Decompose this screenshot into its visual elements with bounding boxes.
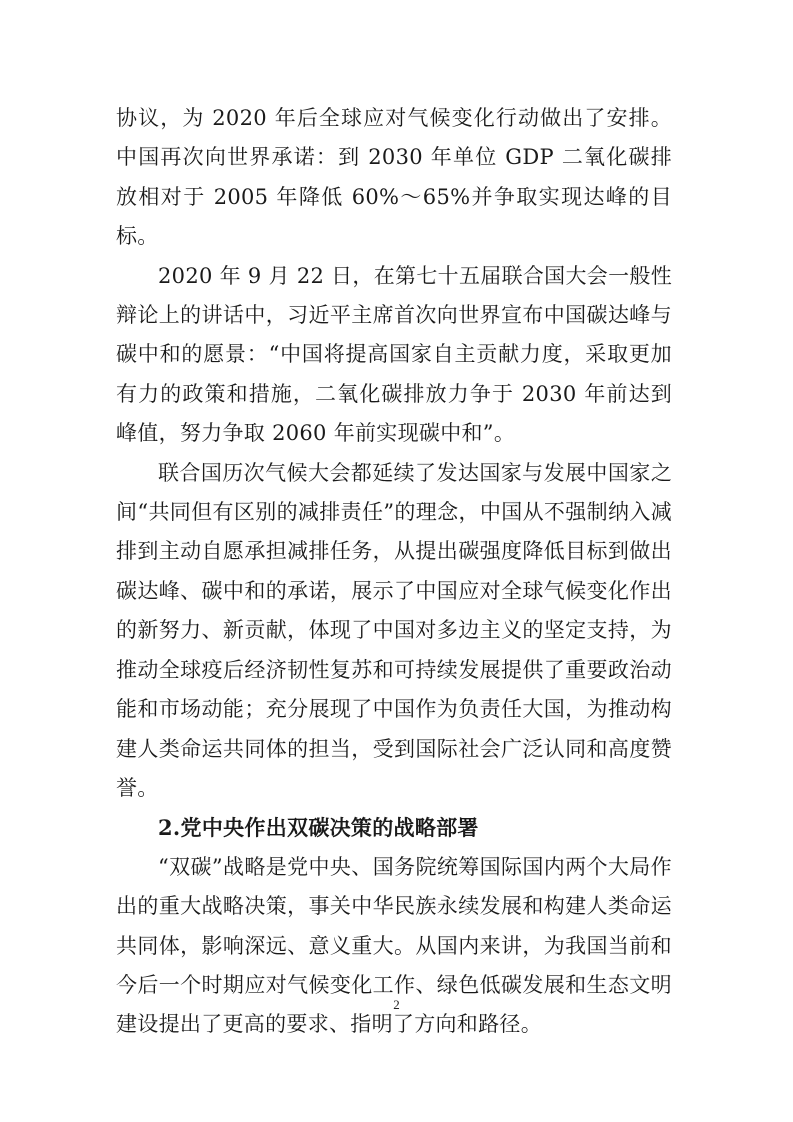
document-body: [116, 99, 672, 1045]
paragraph-4: “双碳”战略是党中央、国务院统筹国际国内两个大局作出的重大战略决策，事关中华民族永续发展和构建人类命运共同体，影响深远、意义重大。从国内来讲，为我国当前和今后一个时期应对气候变化工作、绿色低碳发展和生态文明建设提出了更高的要求、指明了方向和路径。: [116, 854, 672, 1037]
paragraph-2: 2020 年 9 月 22 日，在第七十五届联合国大会一般性辩论上的讲话中，习近平主席首次向世界宣布中国碳达峰与碳中和的愿景：“中国将提高国家自主贡献力度，采取更加有力的政策和措施，二氧化碳排放力争于 2030 年前达到峰值，努力争取 2060 年前实现碳中和”。: [116, 263, 672, 446]
page-number: 2: [393, 997, 400, 1012]
section-heading: 2.党中央作出双碳决策的战略部署: [158, 815, 479, 841]
paragraph-3: 联合国历次气候大会都延续了发达国家与发展中国家之间“共同但有区别的减排责任”的理念，中国从不强制纳入减排到主动自愿承担减排任务，从提出碳强度降低目标到做出碳达峰、碳中和的承诺，展示了中国应对全球气候变化作出的新努力、新贡献，体现了中国对多边主义的坚定支持，为推动全球疫后经济韧性复苏和可持续发展提供了重要政治动能和市场动能；充分展现了中国作为负责任大国，为推动构建人类命运共同体的担当，受到国际社会广泛认同和高度赞誉。: [116, 460, 672, 800]
paragraph-1: 协议，为 2020 年后全球应对气候变化行动做出了安排。中国再次向世界承诺：到 2030 年单位 GDP 二氧化碳排放相对于 2005 年降低 60%～65%并争取实现达峰的目标。: [116, 106, 672, 249]
